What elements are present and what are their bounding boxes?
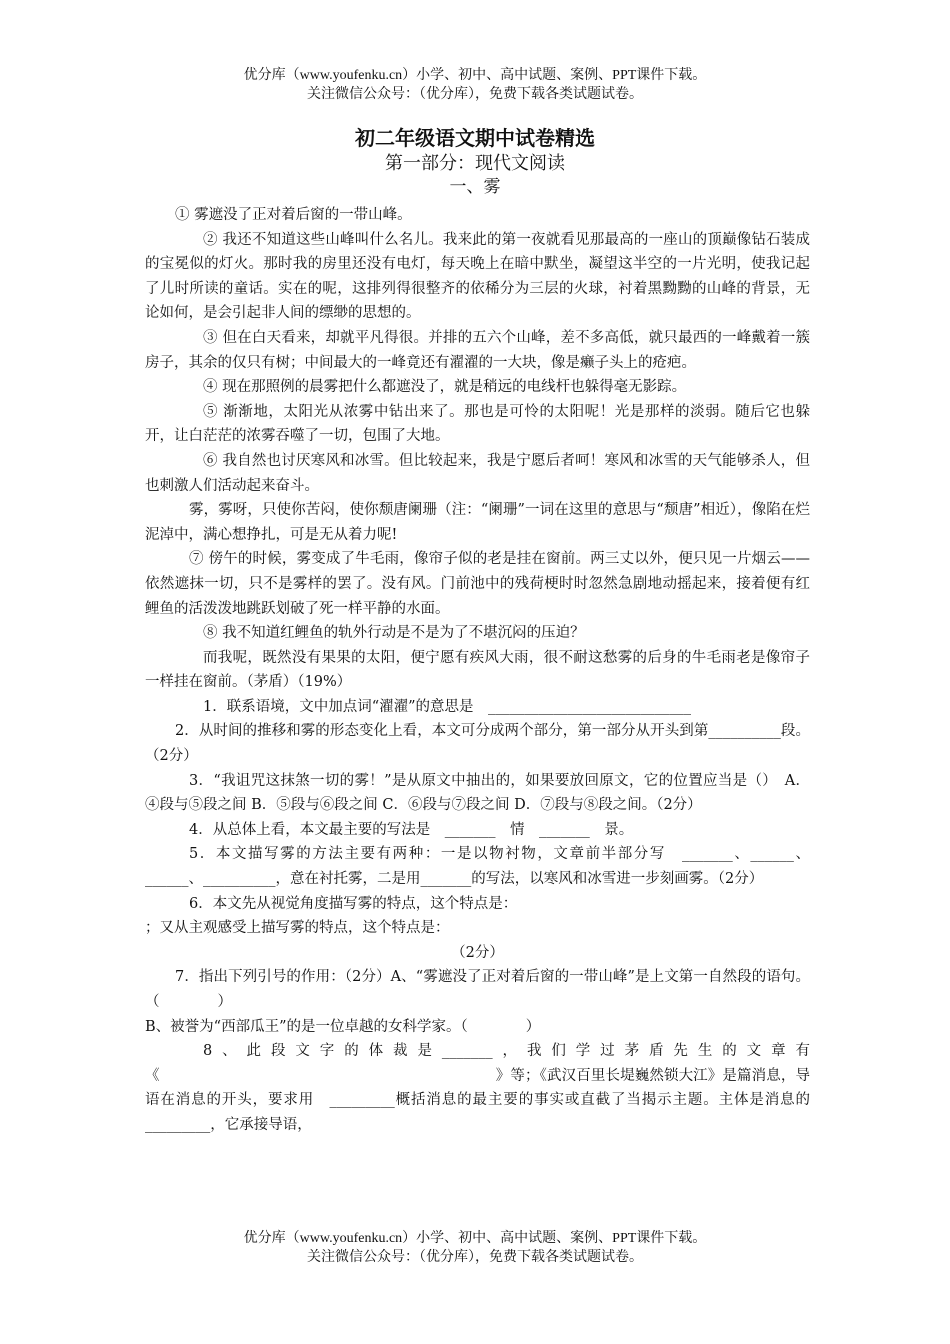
question-8: 8、此段文字的体裁是_______，我们学过茅盾先生的文章有《 》等；《武汉百里长堤巍然锁大江》是篇消息，导语在消息的开头，要求用 _________概括消息的最主要的事实或直截了当揭示主题。主体是消息的_________，它承接导语， [145, 1043, 810, 1133]
question-6: 6．本文先从视觉角度描写雾的特点，这个特点是： [189, 895, 518, 912]
paragraph-7: ⑦ 傍午的时候，雾变成了牛毛雨，像帘子似的老是挂在窗前。两三丈以外，便只见一片烟云——依然遮抹一切，只不是雾样的罢了。没有风。门前池中的残荷梗时时忽然急剧地动摇起来，接着便有红鲤鱼的活泼泼地跳跃划破了死一样平静的水面。 [145, 551, 810, 617]
paragraph-4: ④ 现在那照例的晨雾把什么都遮没了，就是稍远的电线杆也躲得毫无影踪。 [203, 379, 687, 396]
paragraph-2: ② 我还不知道这些山峰叫什么名儿。我来此的第一夜就看见那最高的一座山的顶巅像钻石装成的宝冕似的灯火。那时我的房里还没有电灯，每天晚上在暗中默坐，凝望这半空的一片光明，使我记起了儿时所读的童话。实在的呢，这排列得很整齐的依稀分为三层的火球，衬着黑黝黝的山峰的背景，无论如何，是会引起非人间的缥缈的思想的。 [145, 231, 810, 322]
paragraph-8: ⑧ 我不知道红鲤鱼的轨外行动是不是为了不堪沉闷的压迫？ [203, 625, 585, 642]
question-6-score: （2分） [451, 944, 504, 961]
header-line-1: 优分库（www.youfenku.cn）小学、初中、高中试题、案例、PPT课件下载。 [243, 68, 707, 83]
header-line-2: 关注微信公众号：（优分库），免费下载各类试题试卷。 [307, 87, 643, 102]
question-4: 4．从总体上看，本文最主要的写法是 _______ 情 _______ 景。 [189, 821, 634, 838]
page-title: 初二年级语文期中试卷精选 [355, 126, 595, 150]
paragraph-fog-lament: 雾，雾呀，只使你苦闷，使你颓唐阑珊（注：“阑珊”一词在这里的意思与“颓唐”相近），像陷在烂泥淖中，满心想挣扎，可是无从着力呢! [145, 502, 810, 543]
question-5: 5．本文描写雾的方法主要有两种：一是以物衬物，文章前半部分写 _______、______、______、__________，意在衬托雾，二是用_______的写法，以寒风和冰雪进一步刻画雾。（2分） [145, 846, 810, 888]
page-footer [0, 1229, 950, 1267]
paragraph-1: ① 雾遮没了正对着后窗的一带山峰。 [175, 207, 412, 223]
paragraph-3: ③ 但在白天看来，却就平凡得很。并排的五六个山峰，差不多高低，就只最西的一峰戴着一簇房子，其余的仅只有树；中间最大的一峰竟还有濯濯的一大块，像是癞子头上的疮疤。 [145, 329, 810, 371]
section-heading: 一、雾 [449, 177, 501, 197]
question-1: 1．联系语境，文中加点词“濯濯”的意思是 ____________________________ [203, 698, 692, 715]
question-3: 3．“我诅咒这抹煞一切的雾！”是从原文中抽出的，如果要放回原文，它的位置应当是（） A．④段与⑤段之间 B．⑤段与⑥段之间 C．⑥段与⑦段之间 D．⑦段与⑧段之间。（2分） [145, 772, 810, 814]
footer-line-2: 关注微信公众号：（优分库），免费下载各类试题试卷。 [307, 1250, 643, 1265]
question-7-b: B、被誉为“西部瓜王”的是一位卓越的女科学家。（ ） [145, 1018, 541, 1035]
footer-line-1: 优分库（www.youfenku.cn）小学、初中、高中试题、案例、PPT课件下载。 [243, 1231, 707, 1246]
paragraph-closing: 而我呢，既然没有果果的太阳，便宁愿有疾风大雨，很不耐这愁雾的后身的牛毛雨老是像帘子一样挂在窗前。（茅盾）（19%） [145, 649, 810, 691]
paragraph-6: ⑥ 我自然也讨厌寒风和冰雪。但比较起来，我是宁愿后者呵！寒风和冰雪的天气能够杀人，但也刺激人们活动起来奋斗。 [145, 452, 810, 494]
paragraph-5: ⑤ 渐渐地，太阳光从浓雾中钻出来了。那也是可怜的太阳呢！光是那样的淡弱。随后它也躲开，让白茫茫的浓雾吞噬了一切，包围了大地。 [145, 403, 810, 445]
document-body [145, 203, 810, 1138]
part-subtitle: 第一部分：现代文阅读 [385, 153, 565, 174]
question-7: 7．指出下列引号的作用：（2分）A、“雾遮没了正对着后窗的一带山峰”是上文第一自然段的语句。（ ） [145, 969, 810, 1010]
page-header [0, 66, 950, 104]
question-2: 2．从时间的推移和雾的形态变化上看，本文可分成两个部分，第一部分从开头到第__________段。（2分） [145, 723, 810, 765]
question-6-continued: ；又从主观感受上描写雾的特点，这个特点是： [145, 920, 450, 937]
